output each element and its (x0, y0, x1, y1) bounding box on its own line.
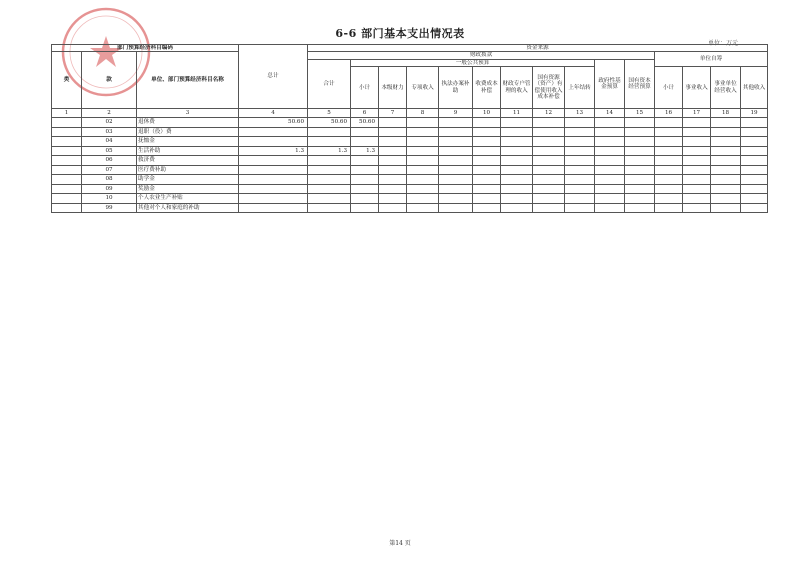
total-cell (239, 175, 308, 185)
kuan-cell: 09 (82, 184, 137, 194)
subtotal-cell (351, 184, 379, 194)
empty-cell (711, 156, 741, 166)
lei-cell (52, 175, 82, 185)
empty-cell (595, 184, 625, 194)
col-number: 9 (439, 109, 473, 118)
sum-cell (308, 137, 351, 147)
empty-cell (655, 203, 683, 213)
kuan-cell: 03 (82, 127, 137, 137)
empty-cell (595, 127, 625, 137)
subtotal-cell (351, 194, 379, 204)
expenditure-table (51, 44, 768, 213)
fiscal-account-header: 财政专户管理的收入 (501, 67, 533, 109)
empty-cell (711, 127, 741, 137)
kuan-cell: 04 (82, 137, 137, 147)
page-title: 6-6 部门基本支出情况表 (335, 27, 465, 40)
col-number: 15 (625, 109, 655, 118)
item-name-cell: 退休费 (137, 118, 239, 128)
empty-cell (473, 184, 501, 194)
empty-cell (741, 165, 768, 175)
empty-cell (473, 156, 501, 166)
subtotal-cell (351, 127, 379, 137)
empty-cell (655, 137, 683, 147)
item-name-cell: 其他对个人和家庭的补助 (137, 203, 239, 213)
empty-cell (533, 156, 565, 166)
item-name-cell: 奖励金 (137, 184, 239, 194)
col-number: 7 (379, 109, 407, 118)
empty-cell (625, 127, 655, 137)
empty-cell (379, 137, 407, 147)
total-header: 总计 (239, 45, 308, 109)
fund-source-header: 资金来源 (308, 45, 768, 52)
subtotal-cell (351, 203, 379, 213)
empty-cell (439, 137, 473, 147)
empty-cell (439, 156, 473, 166)
empty-cell (655, 184, 683, 194)
col-number: 4 (239, 109, 308, 118)
empty-cell (655, 194, 683, 204)
lei-cell (52, 203, 82, 213)
empty-cell (407, 127, 439, 137)
empty-cell (501, 165, 533, 175)
empty-cell (439, 184, 473, 194)
empty-cell (625, 146, 655, 156)
kuan-cell: 08 (82, 175, 137, 185)
sum-cell (308, 165, 351, 175)
total-cell (239, 127, 308, 137)
empty-cell (501, 146, 533, 156)
col-number: 11 (501, 109, 533, 118)
total-cell (239, 184, 308, 194)
col-number: 8 (407, 109, 439, 118)
subtotal-cell: 50.60 (351, 118, 379, 128)
empty-cell (741, 203, 768, 213)
sum-cell (308, 194, 351, 204)
empty-cell (565, 118, 595, 128)
empty-cell (501, 184, 533, 194)
empty-cell (595, 146, 625, 156)
empty-cell (533, 137, 565, 147)
sum-cell (308, 203, 351, 213)
table-row (52, 203, 768, 213)
empty-cell (565, 156, 595, 166)
kuan-cell: 99 (82, 203, 137, 213)
empty-cell (683, 165, 711, 175)
empty-cell (565, 137, 595, 147)
empty-cell (407, 137, 439, 147)
lei-cell (52, 137, 82, 147)
empty-cell (501, 137, 533, 147)
empty-cell (501, 175, 533, 185)
empty-cell (501, 194, 533, 204)
subtotal-cell (351, 175, 379, 185)
table-row (52, 165, 768, 175)
total-cell (239, 156, 308, 166)
business-income-header: 事业收入 (683, 67, 711, 109)
empty-cell (741, 127, 768, 137)
empty-cell (683, 118, 711, 128)
empty-cell (533, 175, 565, 185)
table-row (52, 137, 768, 147)
item-name-cell: 抚恤金 (137, 137, 239, 147)
empty-cell (655, 156, 683, 166)
empty-cell (565, 165, 595, 175)
empty-cell (379, 203, 407, 213)
empty-cell (501, 118, 533, 128)
empty-cell (625, 194, 655, 204)
empty-cell (711, 165, 741, 175)
empty-cell (565, 175, 595, 185)
empty-cell (533, 194, 565, 204)
col-number: 5 (308, 109, 351, 118)
lei-header: 类 (52, 52, 82, 109)
item-name-cell: 退职（役）费 (137, 127, 239, 137)
operating-income-header: 事业单位经营收入 (711, 67, 741, 109)
item-name-cell: 生活补助 (137, 146, 239, 156)
item-name-cell: 个人农业生产补贴 (137, 194, 239, 204)
empty-cell (711, 194, 741, 204)
name-header: 单位、部门预算经济科目名称 (137, 52, 239, 109)
col-number: 19 (741, 109, 768, 118)
empty-cell (407, 184, 439, 194)
lei-cell (52, 156, 82, 166)
empty-cell (565, 146, 595, 156)
item-name-cell: 医疗费补助 (137, 165, 239, 175)
empty-cell (595, 165, 625, 175)
col-number: 14 (595, 109, 625, 118)
empty-cell (473, 118, 501, 128)
col-number: 3 (137, 109, 239, 118)
empty-cell (533, 184, 565, 194)
local-finance-header: 本级财力 (379, 67, 407, 109)
state-capital-header: 国有资本经营预算 (625, 59, 655, 108)
sum-header: 合计 (308, 59, 351, 108)
empty-cell (473, 194, 501, 204)
empty-cell (407, 175, 439, 185)
lei-cell (52, 118, 82, 128)
table-row (52, 194, 768, 204)
empty-cell (439, 165, 473, 175)
empty-cell (533, 118, 565, 128)
empty-cell (683, 175, 711, 185)
empty-cell (625, 118, 655, 128)
empty-cell (741, 194, 768, 204)
law-enforcement-header: 执法办案补助 (439, 67, 473, 109)
total-cell: 1.3 (239, 146, 308, 156)
table-row (52, 146, 768, 156)
empty-cell (683, 146, 711, 156)
empty-cell (683, 156, 711, 166)
empty-cell (655, 175, 683, 185)
fiscal-header: 财政拨款 (308, 52, 655, 59)
empty-cell (501, 203, 533, 213)
empty-cell (625, 175, 655, 185)
col-number: 17 (683, 109, 711, 118)
kuan-cell: 02 (82, 118, 137, 128)
empty-cell (625, 137, 655, 147)
empty-cell (473, 127, 501, 137)
col-number: 2 (82, 109, 137, 118)
empty-cell (741, 156, 768, 166)
empty-cell (741, 137, 768, 147)
empty-cell (439, 146, 473, 156)
special-income-header: 专项收入 (407, 67, 439, 109)
sum-cell (308, 127, 351, 137)
empty-cell (595, 137, 625, 147)
empty-cell (711, 137, 741, 147)
col-number: 6 (351, 109, 379, 118)
empty-cell (625, 203, 655, 213)
empty-cell (683, 194, 711, 204)
subtotal-cell (351, 137, 379, 147)
empty-cell (379, 127, 407, 137)
kuan-cell: 10 (82, 194, 137, 204)
empty-cell (439, 127, 473, 137)
empty-cell (533, 146, 565, 156)
empty-cell (595, 118, 625, 128)
item-name-cell: 救济费 (137, 156, 239, 166)
empty-cell (407, 194, 439, 204)
empty-cell (655, 165, 683, 175)
kuan-cell: 07 (82, 165, 137, 175)
empty-cell (595, 175, 625, 185)
general-budget-header: 一般公共预算 (351, 59, 595, 66)
col-number: 16 (655, 109, 683, 118)
sum-cell (308, 156, 351, 166)
empty-cell (741, 184, 768, 194)
empty-cell (655, 146, 683, 156)
empty-cell (711, 118, 741, 128)
gov-fund-header: 政府性基金预算 (595, 59, 625, 108)
empty-cell (533, 203, 565, 213)
lei-cell (52, 146, 82, 156)
kuan-cell: 06 (82, 156, 137, 166)
empty-cell (379, 146, 407, 156)
table-row (52, 127, 768, 137)
lei-cell (52, 194, 82, 204)
total-cell: 50.60 (239, 118, 308, 128)
empty-cell (711, 184, 741, 194)
table-row (52, 175, 768, 185)
empty-cell (501, 127, 533, 137)
kuan-header: 款 (82, 52, 137, 109)
empty-cell (407, 156, 439, 166)
empty-cell (655, 118, 683, 128)
state-resource-header: 国有资源（资产）有偿使用收入成本补偿 (533, 67, 565, 109)
empty-cell (741, 146, 768, 156)
empty-cell (501, 156, 533, 166)
empty-cell (379, 165, 407, 175)
empty-cell (407, 203, 439, 213)
empty-cell (595, 203, 625, 213)
empty-cell (625, 184, 655, 194)
col-number: 1 (52, 109, 82, 118)
empty-cell (439, 118, 473, 128)
empty-cell (473, 137, 501, 147)
table-row (52, 156, 768, 166)
empty-cell (533, 127, 565, 137)
empty-cell (595, 156, 625, 166)
table-row (52, 184, 768, 194)
lei-cell (52, 184, 82, 194)
carryover-header: 上年结转 (565, 67, 595, 109)
empty-cell (711, 146, 741, 156)
other-income-header: 其他收入 (741, 67, 768, 109)
empty-cell (379, 175, 407, 185)
empty-cell (407, 118, 439, 128)
empty-cell (439, 175, 473, 185)
empty-cell (565, 184, 595, 194)
self-subtotal-header: 小计 (655, 67, 683, 109)
empty-cell (473, 203, 501, 213)
empty-cell (379, 156, 407, 166)
empty-cell (533, 165, 565, 175)
total-cell (239, 137, 308, 147)
empty-cell (711, 175, 741, 185)
code-group-header: 部门预算经济科目编码 (52, 45, 239, 52)
empty-cell (565, 203, 595, 213)
subtotal-cell: 1.3 (351, 146, 379, 156)
col-number: 12 (533, 109, 565, 118)
empty-cell (625, 156, 655, 166)
empty-cell (565, 194, 595, 204)
col-number: 13 (565, 109, 595, 118)
subtotal-cell (351, 156, 379, 166)
empty-cell (625, 165, 655, 175)
empty-cell (407, 146, 439, 156)
subtotal-header: 小计 (351, 67, 379, 109)
subtotal-cell (351, 165, 379, 175)
empty-cell (741, 175, 768, 185)
lei-cell (52, 165, 82, 175)
unit-self-header: 单位自筹 (655, 52, 768, 67)
sum-cell: 1.3 (308, 146, 351, 156)
empty-cell (655, 127, 683, 137)
empty-cell (473, 175, 501, 185)
empty-cell (683, 137, 711, 147)
empty-cell (439, 203, 473, 213)
col-number: 10 (473, 109, 501, 118)
empty-cell (439, 194, 473, 204)
col-number: 18 (711, 109, 741, 118)
empty-cell (379, 118, 407, 128)
total-cell (239, 165, 308, 175)
empty-cell (683, 184, 711, 194)
empty-cell (407, 165, 439, 175)
empty-cell (741, 118, 768, 128)
empty-cell (473, 165, 501, 175)
column-number-row (52, 109, 768, 118)
empty-cell (711, 203, 741, 213)
empty-cell (379, 184, 407, 194)
empty-cell (683, 203, 711, 213)
total-cell (239, 203, 308, 213)
unit-label: 单位：万元 (708, 40, 739, 47)
fee-cost-header: 收费成本补偿 (473, 67, 501, 109)
empty-cell (379, 194, 407, 204)
empty-cell (565, 127, 595, 137)
sum-cell (308, 175, 351, 185)
lei-cell (52, 127, 82, 137)
page-number: 第14 页 (389, 540, 411, 547)
empty-cell (683, 127, 711, 137)
sum-cell (308, 184, 351, 194)
empty-cell (595, 194, 625, 204)
table-row (52, 118, 768, 128)
kuan-cell: 05 (82, 146, 137, 156)
total-cell (239, 194, 308, 204)
item-name-cell: 助学金 (137, 175, 239, 185)
sum-cell: 50.60 (308, 118, 351, 128)
empty-cell (473, 146, 501, 156)
